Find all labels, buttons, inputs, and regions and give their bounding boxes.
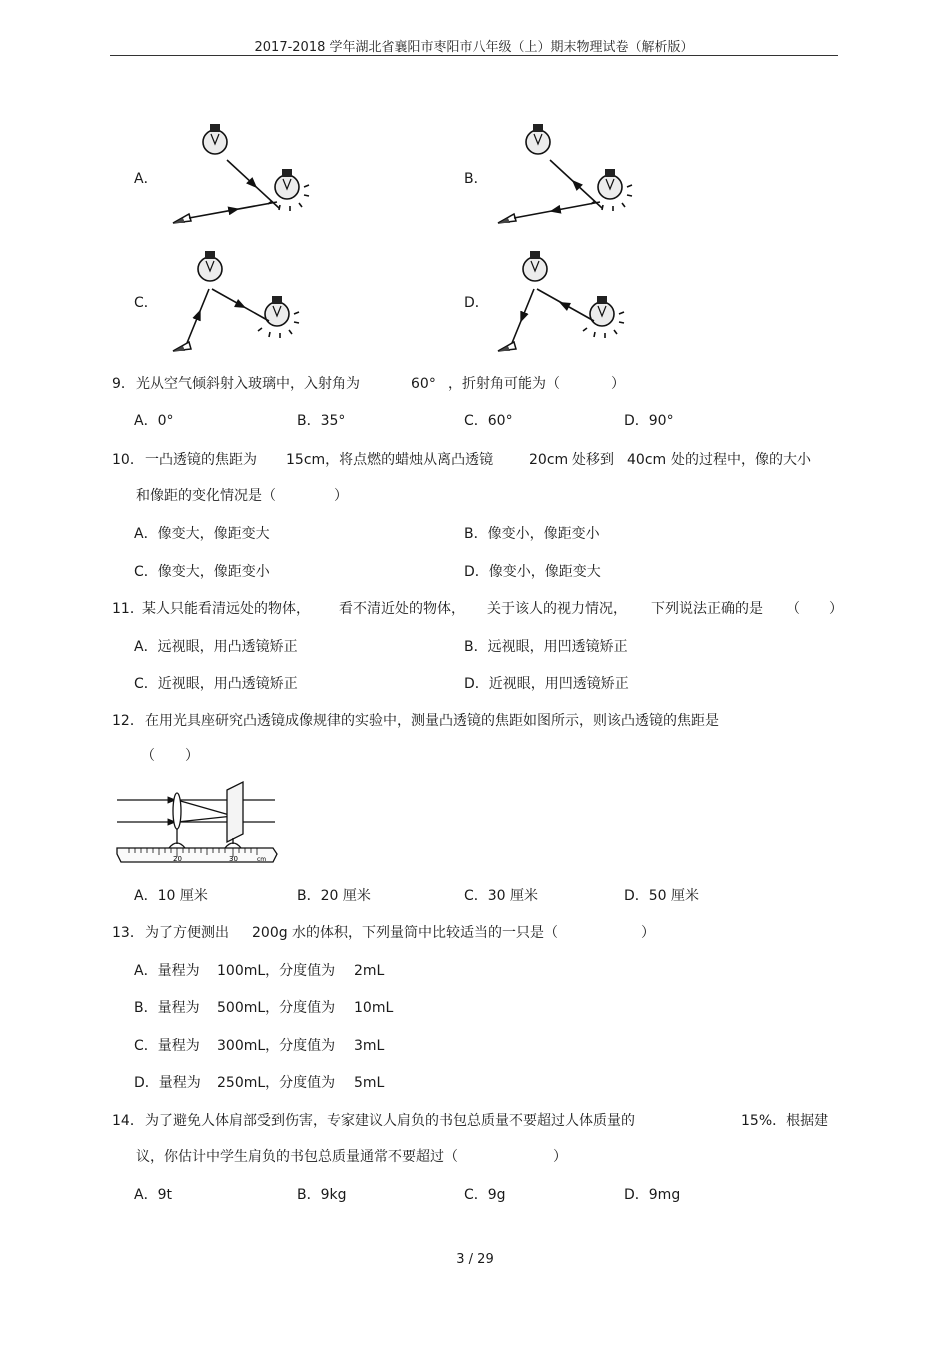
light-bulb-icon [523,251,547,281]
q13-paren-close: ） [641,925,655,941]
q14-paren-close: ） [553,1149,567,1165]
q8-option-a-figure [165,118,315,233]
q8-option-a-label: A． [134,171,158,187]
light-bulb-icon [198,251,222,281]
q12-number: 12． [112,713,144,729]
glowing-bulb-icon [583,296,624,338]
light-screen [227,782,243,842]
eye-icon [173,342,191,351]
q11-option-a: A．远视眼，用凸透镜矫正 [134,639,298,655]
eye-icon [498,342,516,351]
ray-line [537,289,594,321]
q10-option-d: D．像变小，像距变大 [464,564,601,580]
q14-stem-line2: 议，你估计中学生肩负的书包总质量通常不要超过（ [136,1149,458,1165]
q10-option-c: C．像变大，像距变小 [134,564,270,580]
q13-option-d-range: 250mL，分度值为 [217,1075,336,1091]
q13-option-c-prefix: C．量程为 [134,1038,200,1054]
light-bulb-icon [526,124,550,154]
q11-stem-1: 某人只能看清远处的物体， [142,601,310,617]
q13-option-c-range: 300mL，分度值为 [217,1038,336,1054]
q13-stem-1: 为了方便测出 [145,925,229,941]
q11-option-c: C．近视眼，用凸透镜矫正 [134,676,298,692]
q13-option-a-prefix: A．量程为 [134,963,200,979]
q14-stem-2: 15%．根据建 [741,1113,829,1129]
q12-stem: 在用光具座研究凸透镜成像规律的实验中，测量凸透镜的焦距如图所示，则该凸透镜的焦距是 [145,713,719,729]
ruler-label-20: 20 [173,855,182,863]
light-bulb-icon [203,124,227,154]
glowing-bulb-icon [268,169,309,211]
q11-option-d: D．近视眼，用凹透镜矫正 [464,676,629,692]
q9-option-b: B．35° [297,413,346,429]
q10-stem-line2: 和像距的变化情况是（ [136,488,276,504]
q10-stem-1: 一凸透镜的焦距为 [145,452,257,468]
ruler-unit: cm [257,856,267,863]
convex-lens [173,793,181,829]
q14-option-b: B．9kg [297,1187,347,1203]
q13-number: 13． [112,925,144,941]
glowing-bulb-icon [258,296,299,338]
glowing-bulb-icon [591,169,632,211]
q10-stem-3: 20cm [529,452,569,468]
q8-option-d-label: D． [464,295,489,311]
q13-option-b-division: 10mL [354,1000,394,1016]
q9-stem-angle: 60° [411,376,436,392]
q10-paren-close: ） [334,488,348,504]
q13-option-c-division: 3mL [354,1038,385,1054]
page-number: 3 / 29 [456,1252,494,1267]
q12-option-b: B．20 厘米 [297,888,371,904]
q11-option-b: B．远视眼，用凹透镜矫正 [464,639,628,655]
q10-number: 10． [112,452,144,468]
q13-option-b-range: 500mL，分度值为 [217,1000,336,1016]
q14-option-c: C．9g [464,1187,506,1203]
q11-stem-3: 关于该人的视力情况， [487,601,627,617]
q10-option-b: B．像变小，像距变小 [464,526,600,542]
q11-paren-open: （ [786,601,800,617]
q10-stem-2: 15cm，将点燃的蜡烛从离凸透镜 [286,452,494,468]
ruler-label-30: 30 [229,855,238,863]
q9-option-a: A．0° [134,413,174,429]
q8-option-b-label: B． [464,171,488,187]
q10-stem-6: 处的过程中，像的大小 [671,452,811,468]
q11-stem-2: 看不清近处的物体， [339,601,465,617]
q10-option-a: A．像变大，像距变大 [134,526,270,542]
q14-option-a: A．9t [134,1187,172,1203]
eye-icon [173,214,191,223]
q8-option-d-figure [490,245,640,360]
q10-stem-5: 40cm [627,452,667,468]
q8-option-c-figure [165,245,315,360]
q9-option-d: D．90° [624,413,674,429]
q13-stem-2: 200g 水的体积，下列量筒中比较适当的一只是（ [252,925,559,941]
q11-paren-close: ） [829,601,843,617]
q10-stem-4: 处移到 [572,452,614,468]
q9-number: 9． [112,376,135,392]
ray-line [514,202,600,218]
eye-icon [498,214,516,223]
q12-option-c: C．30 厘米 [464,888,539,904]
q8-option-b-figure [490,118,640,233]
q13-option-d-prefix: D．量程为 [134,1075,201,1091]
q9-option-c: C．60° [464,413,513,429]
q14-stem-1: 为了避免人体肩部受到伤害，专家建议人肩负的书包总质量不要超过人体质量的 [145,1113,635,1129]
q13-option-a-division: 2mL [354,963,385,979]
q9-stem-end: ，折射角可能为（ [448,376,560,392]
q9-paren-close: ） [611,376,625,392]
q11-stem-4: 下列说法正确的是 [651,601,763,617]
q12-paren-open: （ [141,748,155,764]
q12-paren-close: ） [185,748,199,764]
q13-option-b-prefix: B．量程为 [134,1000,200,1016]
q9-stem: 光从空气倾斜射入玻璃中，入射角为 [136,376,360,392]
q13-option-a-range: 100mL，分度值为 [217,963,336,979]
header-rule [110,55,838,56]
q12-option-a: A．10 厘米 [134,888,208,904]
q11-number: 11． [112,601,144,617]
q12-optical-bench-figure [115,780,280,870]
page-header: 2017-2018 学年湖北省襄阳市枣阳市八年级（上）期末物理试卷（解析版） [254,40,694,55]
q14-number: 14． [112,1113,144,1129]
q14-option-d: D．9mg [624,1187,681,1203]
q8-option-c-label: C． [134,295,158,311]
q12-option-d: D．50 厘米 [624,888,700,904]
q13-option-d-division: 5mL [354,1075,385,1091]
